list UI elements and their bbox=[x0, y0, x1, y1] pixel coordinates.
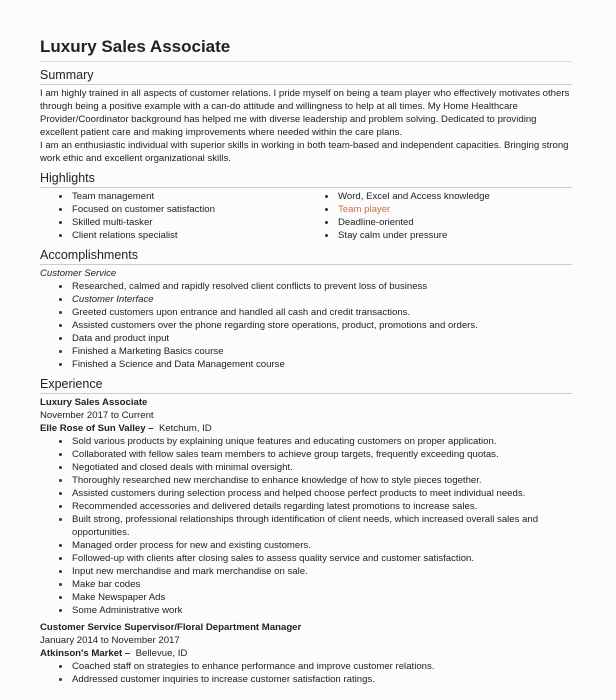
list-item: Team management bbox=[72, 190, 306, 203]
company: Elle Rose of Sun Valley bbox=[40, 423, 146, 434]
list-item: Collaborated with fellow sales team members to achieve group targets, frequently exceeding quotas. bbox=[72, 448, 572, 461]
list-item: Researched, calmed and rapidly resolved client conflicts to prevent loss of business bbox=[72, 280, 572, 293]
list-item: Assisted customers over the phone regarding store operations, product, promotions and orders. bbox=[72, 319, 572, 332]
section-heading: Accomplishments bbox=[40, 247, 572, 265]
list-item: Addressed customer inquiries to increase customer satisfaction ratings. bbox=[72, 673, 572, 686]
section-heading: Summary bbox=[40, 67, 572, 85]
list-item: Input new merchandise and mark merchandise on sale. bbox=[72, 565, 572, 578]
list-item: Thoroughly researched new merchandise to enhance knowledge of how to style pieces together. bbox=[72, 474, 572, 487]
location: Bellevue, ID bbox=[135, 648, 188, 659]
job-entry bbox=[40, 396, 572, 617]
list-item: Customer Interface bbox=[72, 293, 572, 306]
list-item: Coached staff on strategies to enhance performance and improve customer relations. bbox=[72, 660, 572, 673]
resume bbox=[40, 36, 572, 691]
job-bullets bbox=[40, 660, 572, 686]
list-item: Stay calm under pressure bbox=[338, 229, 572, 242]
job-dates: January 2014 to November 2017 bbox=[40, 635, 180, 646]
section-heading: Highlights bbox=[40, 170, 572, 188]
job-bullets bbox=[40, 435, 572, 617]
divider bbox=[40, 61, 572, 62]
list-item: Greeted customers upon entrance and handled all cash and credit transactions. bbox=[72, 306, 572, 319]
list-item: Some Administrative work bbox=[72, 604, 572, 617]
list-item-link[interactable]: Team player bbox=[338, 203, 572, 216]
section-heading: Experience bbox=[40, 376, 572, 394]
list-item: Make bar codes bbox=[72, 578, 572, 591]
list-item: Managed order process for new and existing customers. bbox=[72, 539, 572, 552]
summary-paragraph: I am highly trained in all aspects of customer relations. I pride myself on being a team player who effectively motivates others through being a positive example with a can-do attitude and willingness to help at all times. My Home Healthcare Provider/Coordinator background has helped me with diverse leadership and problem solving. Dedicated to providing excellent patient care and making improvements where needed within the care plans. bbox=[40, 88, 570, 138]
list-item: Focused on customer satisfaction bbox=[72, 203, 306, 216]
list-item: Followed-up with clients after closing sales to assess quality service and customer satisfaction. bbox=[72, 552, 572, 565]
company: Atkinson's Market bbox=[40, 648, 123, 659]
list-item: Finished a Science and Data Management course bbox=[72, 358, 572, 371]
list-item: Negotiated and closed deals with minimal oversight. bbox=[72, 461, 572, 474]
job-title: Luxury Sales Associate bbox=[40, 397, 148, 408]
separator: – bbox=[124, 648, 131, 659]
list-item: Word, Excel and Access knowledge bbox=[338, 190, 572, 203]
highlights-left bbox=[40, 190, 306, 242]
highlights-right bbox=[306, 190, 572, 242]
experience-section bbox=[40, 376, 572, 686]
location: Ketchum, ID bbox=[158, 423, 212, 434]
list-item: Skilled multi-tasker bbox=[72, 216, 306, 229]
list-item: Client relations specialist bbox=[72, 229, 306, 242]
resume-title: Luxury Sales Associate bbox=[40, 37, 231, 56]
list-item: Finished a Marketing Basics course bbox=[72, 345, 572, 358]
list-item: Sold various products by explaining unique features and educating customers on proper application. bbox=[72, 435, 572, 448]
list-item: Data and product input bbox=[72, 332, 572, 345]
summary-paragraph: I am an enthusiastic individual with superior skills in working in both team-based and independent capacities. Bringing strong work ethic and excellent organizational skills. bbox=[40, 140, 569, 164]
job-entry bbox=[40, 621, 572, 686]
list-item: Assisted customers during selection process and helped choose perfect products to meet individual needs. bbox=[72, 487, 572, 500]
accomplishments-section bbox=[40, 247, 572, 371]
list-item: Built strong, professional relationships through identification of client needs, which increased overall sales and opportunities. bbox=[72, 513, 572, 539]
summary-section bbox=[40, 67, 572, 165]
separator: – bbox=[148, 423, 154, 434]
list-item: Recommended accessories and delivered details regarding latest promotions to increase sales. bbox=[72, 500, 572, 513]
list-item: Deadline-oriented bbox=[338, 216, 572, 229]
subheading: Customer Service bbox=[40, 268, 117, 279]
job-dates: November 2017 to Current bbox=[40, 410, 154, 421]
highlights-section bbox=[40, 170, 572, 242]
job-title: Customer Service Supervisor/Floral Department Manager bbox=[40, 622, 302, 633]
list-item: Make Newspaper Ads bbox=[72, 591, 572, 604]
